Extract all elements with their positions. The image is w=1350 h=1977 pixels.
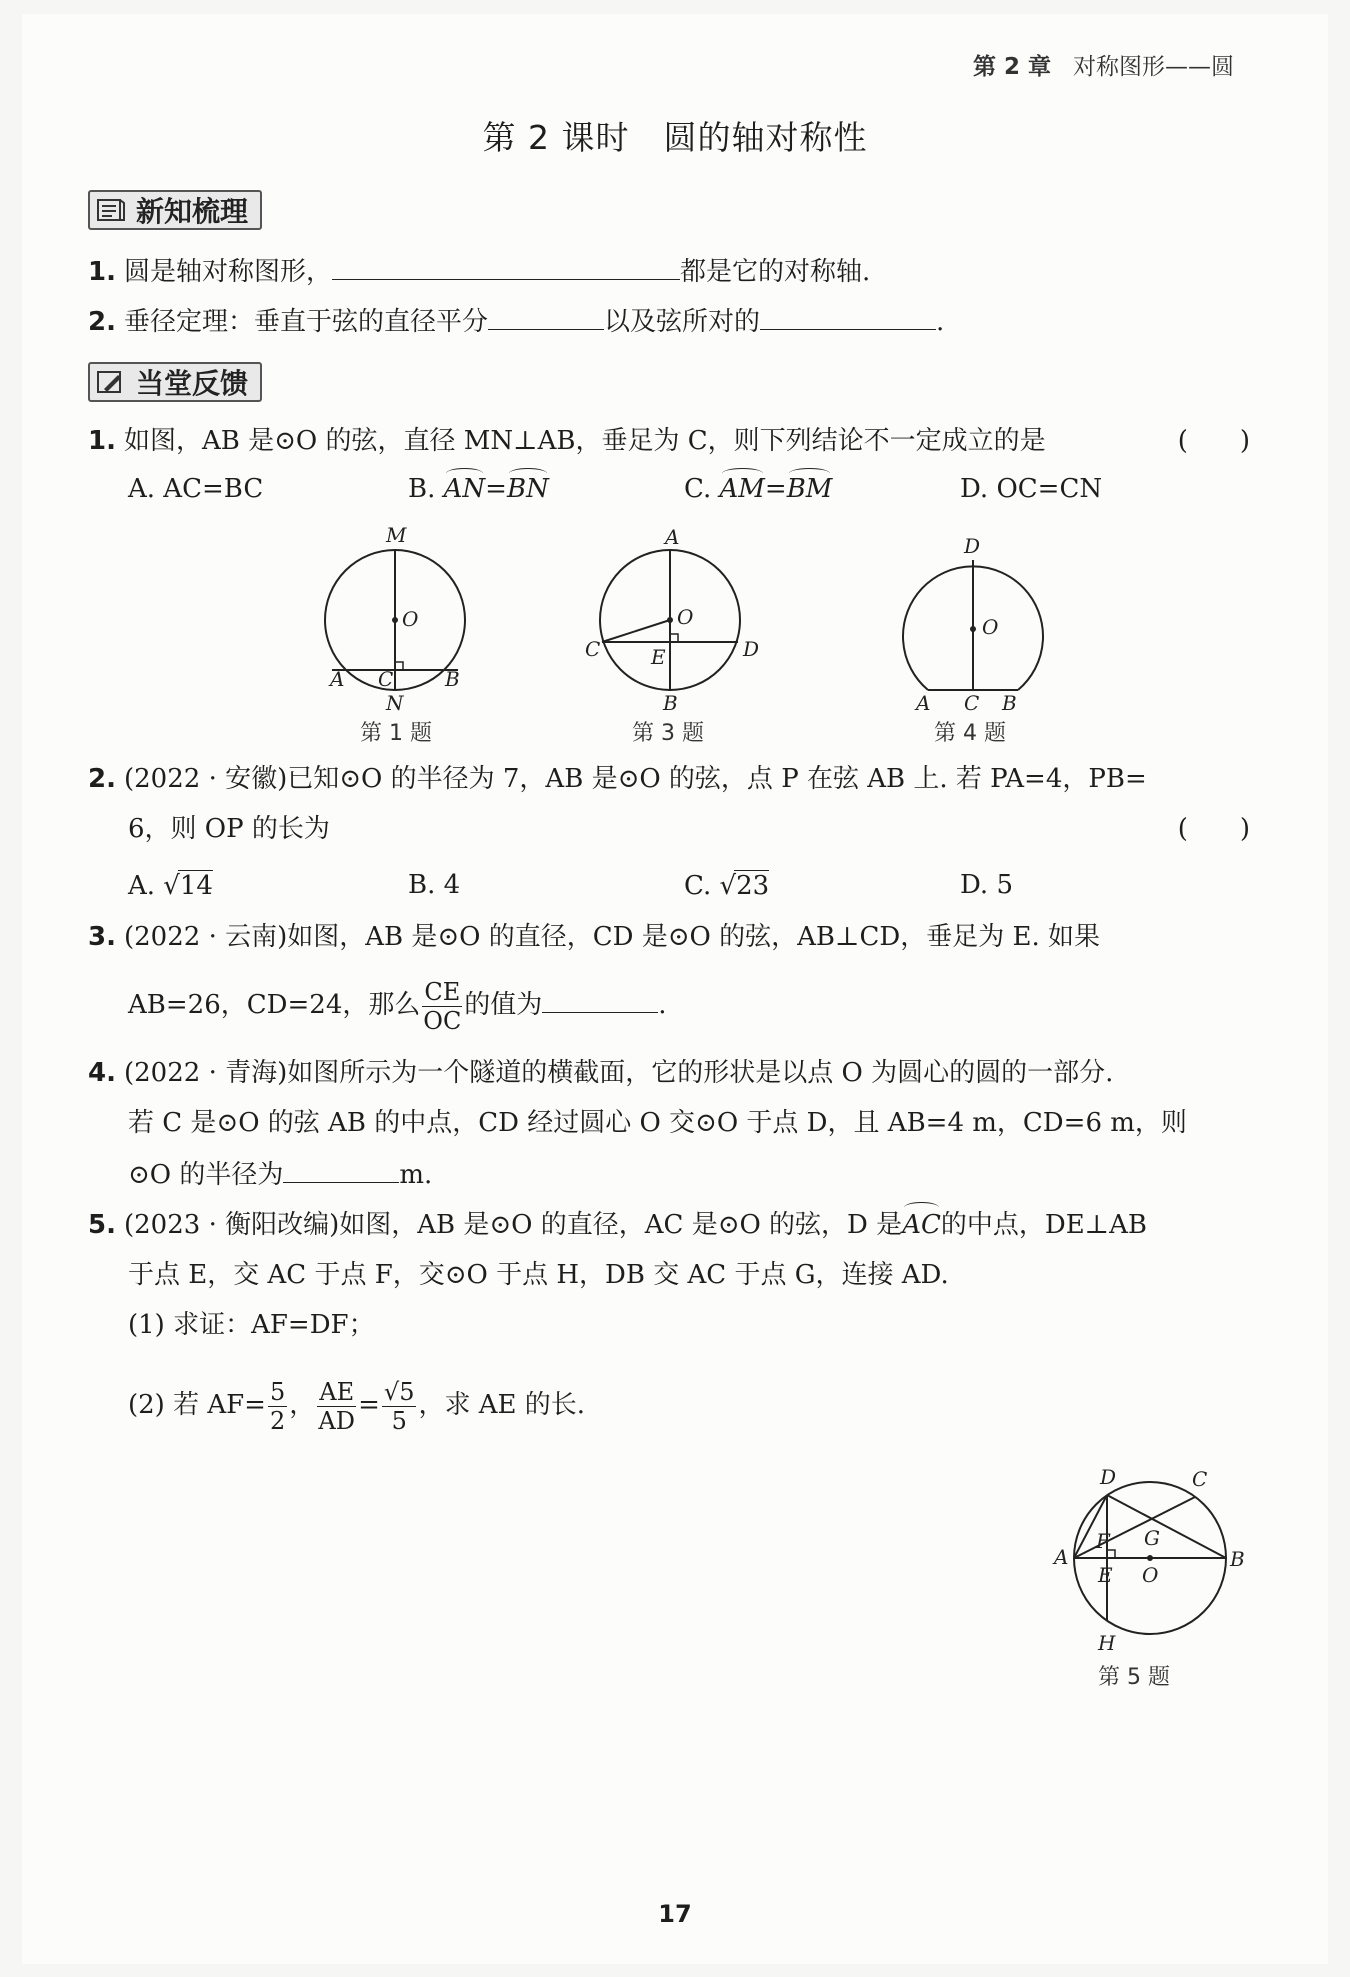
question-number: 5. xyxy=(88,1210,116,1240)
label-N: N xyxy=(386,691,404,715)
denominator: 5 xyxy=(391,1406,407,1435)
question-1-stem xyxy=(88,424,1260,458)
label-C: C xyxy=(964,691,980,715)
answer-paren[interactable]: ( ) xyxy=(1177,814,1250,844)
book-icon xyxy=(96,197,126,223)
option-a[interactable] xyxy=(128,870,213,901)
figure-4-caption: 第 4 题 xyxy=(934,721,1006,746)
figure-3-caption: 第 3 题 xyxy=(632,721,704,746)
question-2-line-2: 6，则 OP 的长为 xyxy=(128,814,330,844)
label-O: O xyxy=(1142,1563,1159,1587)
chapter-title: 对称图形——圆 xyxy=(1073,54,1234,80)
item-text: . xyxy=(936,307,945,337)
option-label: C. xyxy=(684,474,720,504)
pencil-note-icon xyxy=(96,369,126,395)
question-4-line-2: 若 C 是⊙O 的弦 AB 的中点，CD 经过圆心 O 交⊙O 于点 D，且 AB=4 m，CD=6 m，则 xyxy=(128,1108,1187,1138)
option-b[interactable] xyxy=(408,474,549,504)
label-G: G xyxy=(1144,1526,1160,1550)
question-3-line-2 xyxy=(128,970,1260,1040)
figure-5-caption: 第 5 题 xyxy=(1098,1665,1170,1690)
question-number: 1. xyxy=(88,426,116,456)
lesson-topic: 圆的轴对称性 xyxy=(663,118,868,157)
question-5-part-1: (1) 求证：AF=DF； xyxy=(128,1310,375,1340)
question-text: 的值为 xyxy=(464,990,543,1020)
question-text: (2022 · 青海)如图所示为一个隧道的横截面，它的形状是以点 O 为圆心的圆的一部分. xyxy=(124,1058,1114,1088)
answer-blank[interactable] xyxy=(332,253,680,280)
question-4-line-3 xyxy=(128,1156,1260,1192)
option-d[interactable]: D. OC=CN xyxy=(960,474,1103,504)
radicand: 14 xyxy=(179,871,213,901)
question-number: 3. xyxy=(88,922,116,952)
figure-5-diagram xyxy=(1040,1450,1260,1660)
equals: = xyxy=(764,474,787,504)
figure-1-diagram xyxy=(310,520,510,720)
label-B: B xyxy=(1002,691,1017,715)
denominator: 2 xyxy=(269,1406,286,1435)
label-A: A xyxy=(1054,1545,1069,1569)
label-B: B xyxy=(1230,1547,1245,1571)
label-A: A xyxy=(665,525,680,549)
equals: = xyxy=(485,474,507,504)
denominator: OC xyxy=(423,1006,462,1035)
question-text: = xyxy=(358,1390,380,1420)
item-number: 2. xyxy=(88,307,116,337)
question-number: 2. xyxy=(88,764,116,794)
section-label: 新知梳理 xyxy=(136,195,249,228)
numerator: 5 xyxy=(269,1377,286,1406)
fraction-ae-ad xyxy=(317,1378,356,1435)
question-4-line-1 xyxy=(88,1056,1260,1090)
item-text: 垂径定理：垂直于弦的直径平分 xyxy=(124,307,489,337)
question-5-line-1 xyxy=(88,1208,1260,1242)
option-d[interactable]: D. 5 xyxy=(960,870,1013,900)
item-number: 1. xyxy=(88,257,116,287)
fraction-ce-oc xyxy=(422,978,462,1035)
label-B: B xyxy=(663,691,678,715)
item-text: 以及弦所对的 xyxy=(604,307,761,337)
radicand: 23 xyxy=(736,871,770,901)
question-text: 如图，AB 是⊙O 的弦，直径 MN⊥AB，垂足为 C，则下列结论不一定成立的是 xyxy=(124,426,1046,456)
page-number: 17 xyxy=(658,1900,692,1928)
knowledge-item-2 xyxy=(88,303,1260,339)
label-A: A xyxy=(916,691,931,715)
question-5-line-2: 于点 E，交 AC 于点 F，交⊙O 于点 H，DB 交 AC 于点 G，连接 AD. xyxy=(128,1260,949,1290)
label-C: C xyxy=(378,667,394,691)
question-text: ， xyxy=(289,1390,316,1420)
question-text: (2022 · 安徽)已知⊙O 的半径为 7，AB 是⊙O 的弦，点 P 在弦 AB 上. 若 PA=4，PB= xyxy=(124,764,1147,794)
section-class-feedback xyxy=(88,362,262,402)
question-text: (2023 · 衡阳改编)如图，AB 是⊙O 的直径，AC 是⊙O 的弦，D 是 xyxy=(124,1210,903,1240)
arc-symbol: BN xyxy=(506,474,549,504)
numerator: √5 xyxy=(383,1377,415,1406)
question-number: 4. xyxy=(88,1058,116,1088)
answer-blank[interactable] xyxy=(488,303,604,330)
label-H: H xyxy=(1098,1631,1116,1655)
fraction-root5-5 xyxy=(382,1378,417,1435)
arc-symbol: AC xyxy=(902,1210,941,1240)
answer-paren[interactable]: ( ) xyxy=(1177,426,1250,456)
answer-blank[interactable] xyxy=(542,986,658,1013)
item-text: 都是它的对称轴. xyxy=(680,257,871,287)
section-new-knowledge xyxy=(88,190,262,230)
label-C: C xyxy=(585,637,601,661)
label-D: D xyxy=(1100,1465,1117,1489)
question-text: ⊙O 的半径为 xyxy=(128,1160,284,1190)
question-text: 的中点，DE⊥AB xyxy=(940,1210,1148,1240)
running-header xyxy=(973,48,1234,81)
denominator: AD xyxy=(318,1406,355,1435)
arc-symbol: BM xyxy=(786,474,833,504)
question-text: ，求 AE 的长. xyxy=(418,1390,586,1420)
item-text: 圆是轴对称图形， xyxy=(124,257,333,287)
question-2-line-1 xyxy=(88,762,1260,796)
answer-blank[interactable] xyxy=(283,1156,399,1183)
label-B: B xyxy=(445,667,460,691)
label-E: E xyxy=(651,645,666,669)
option-b[interactable]: B. 4 xyxy=(408,870,461,900)
lesson-number: 第 2 课时 xyxy=(482,118,630,157)
label-E: E xyxy=(1098,1563,1113,1587)
option-c[interactable] xyxy=(684,870,769,901)
question-text: m. xyxy=(399,1160,433,1190)
question-text: (2022 · 云南)如图，AB 是⊙O 的直径，CD 是⊙O 的弦，AB⊥CD，垂足为 E. 如果 xyxy=(124,922,1100,952)
numerator: CE xyxy=(424,977,461,1006)
label-O: O xyxy=(402,607,419,631)
question-text: AB=26，CD=24，那么 xyxy=(128,990,421,1020)
figure-3-diagram xyxy=(585,520,785,720)
label-A: A xyxy=(330,667,345,691)
knowledge-item-1 xyxy=(88,253,1260,289)
question-text: (2) 若 AF= xyxy=(128,1390,266,1420)
label-O: O xyxy=(982,615,999,639)
option-label: C. √ xyxy=(684,871,737,901)
chapter-number: 第 2 章 xyxy=(972,54,1051,80)
lesson-title xyxy=(0,112,1350,159)
question-text: . xyxy=(658,990,667,1020)
option-label: B. xyxy=(408,474,444,504)
label-C: C xyxy=(1192,1467,1208,1491)
option-label: A. √ xyxy=(128,871,180,901)
question-5-part-2 xyxy=(128,1370,1260,1440)
label-D: D xyxy=(743,637,760,661)
label-M: M xyxy=(386,523,407,547)
fraction-5-2 xyxy=(268,1378,287,1435)
label-O: O xyxy=(677,605,694,629)
arc-symbol: AM xyxy=(719,474,765,504)
label-D: D xyxy=(964,534,981,558)
numerator: AE xyxy=(319,1377,355,1406)
figure-1-caption: 第 1 题 xyxy=(360,721,432,746)
question-3-line-1 xyxy=(88,920,1260,954)
answer-blank[interactable] xyxy=(760,303,936,330)
label-F: F xyxy=(1096,1529,1110,1553)
arc-symbol: AN xyxy=(443,474,486,504)
section-label: 当堂反馈 xyxy=(136,367,249,400)
option-a[interactable]: A. AC=BC xyxy=(128,474,264,504)
option-c[interactable] xyxy=(684,474,832,504)
figure-4-diagram xyxy=(890,530,1090,720)
